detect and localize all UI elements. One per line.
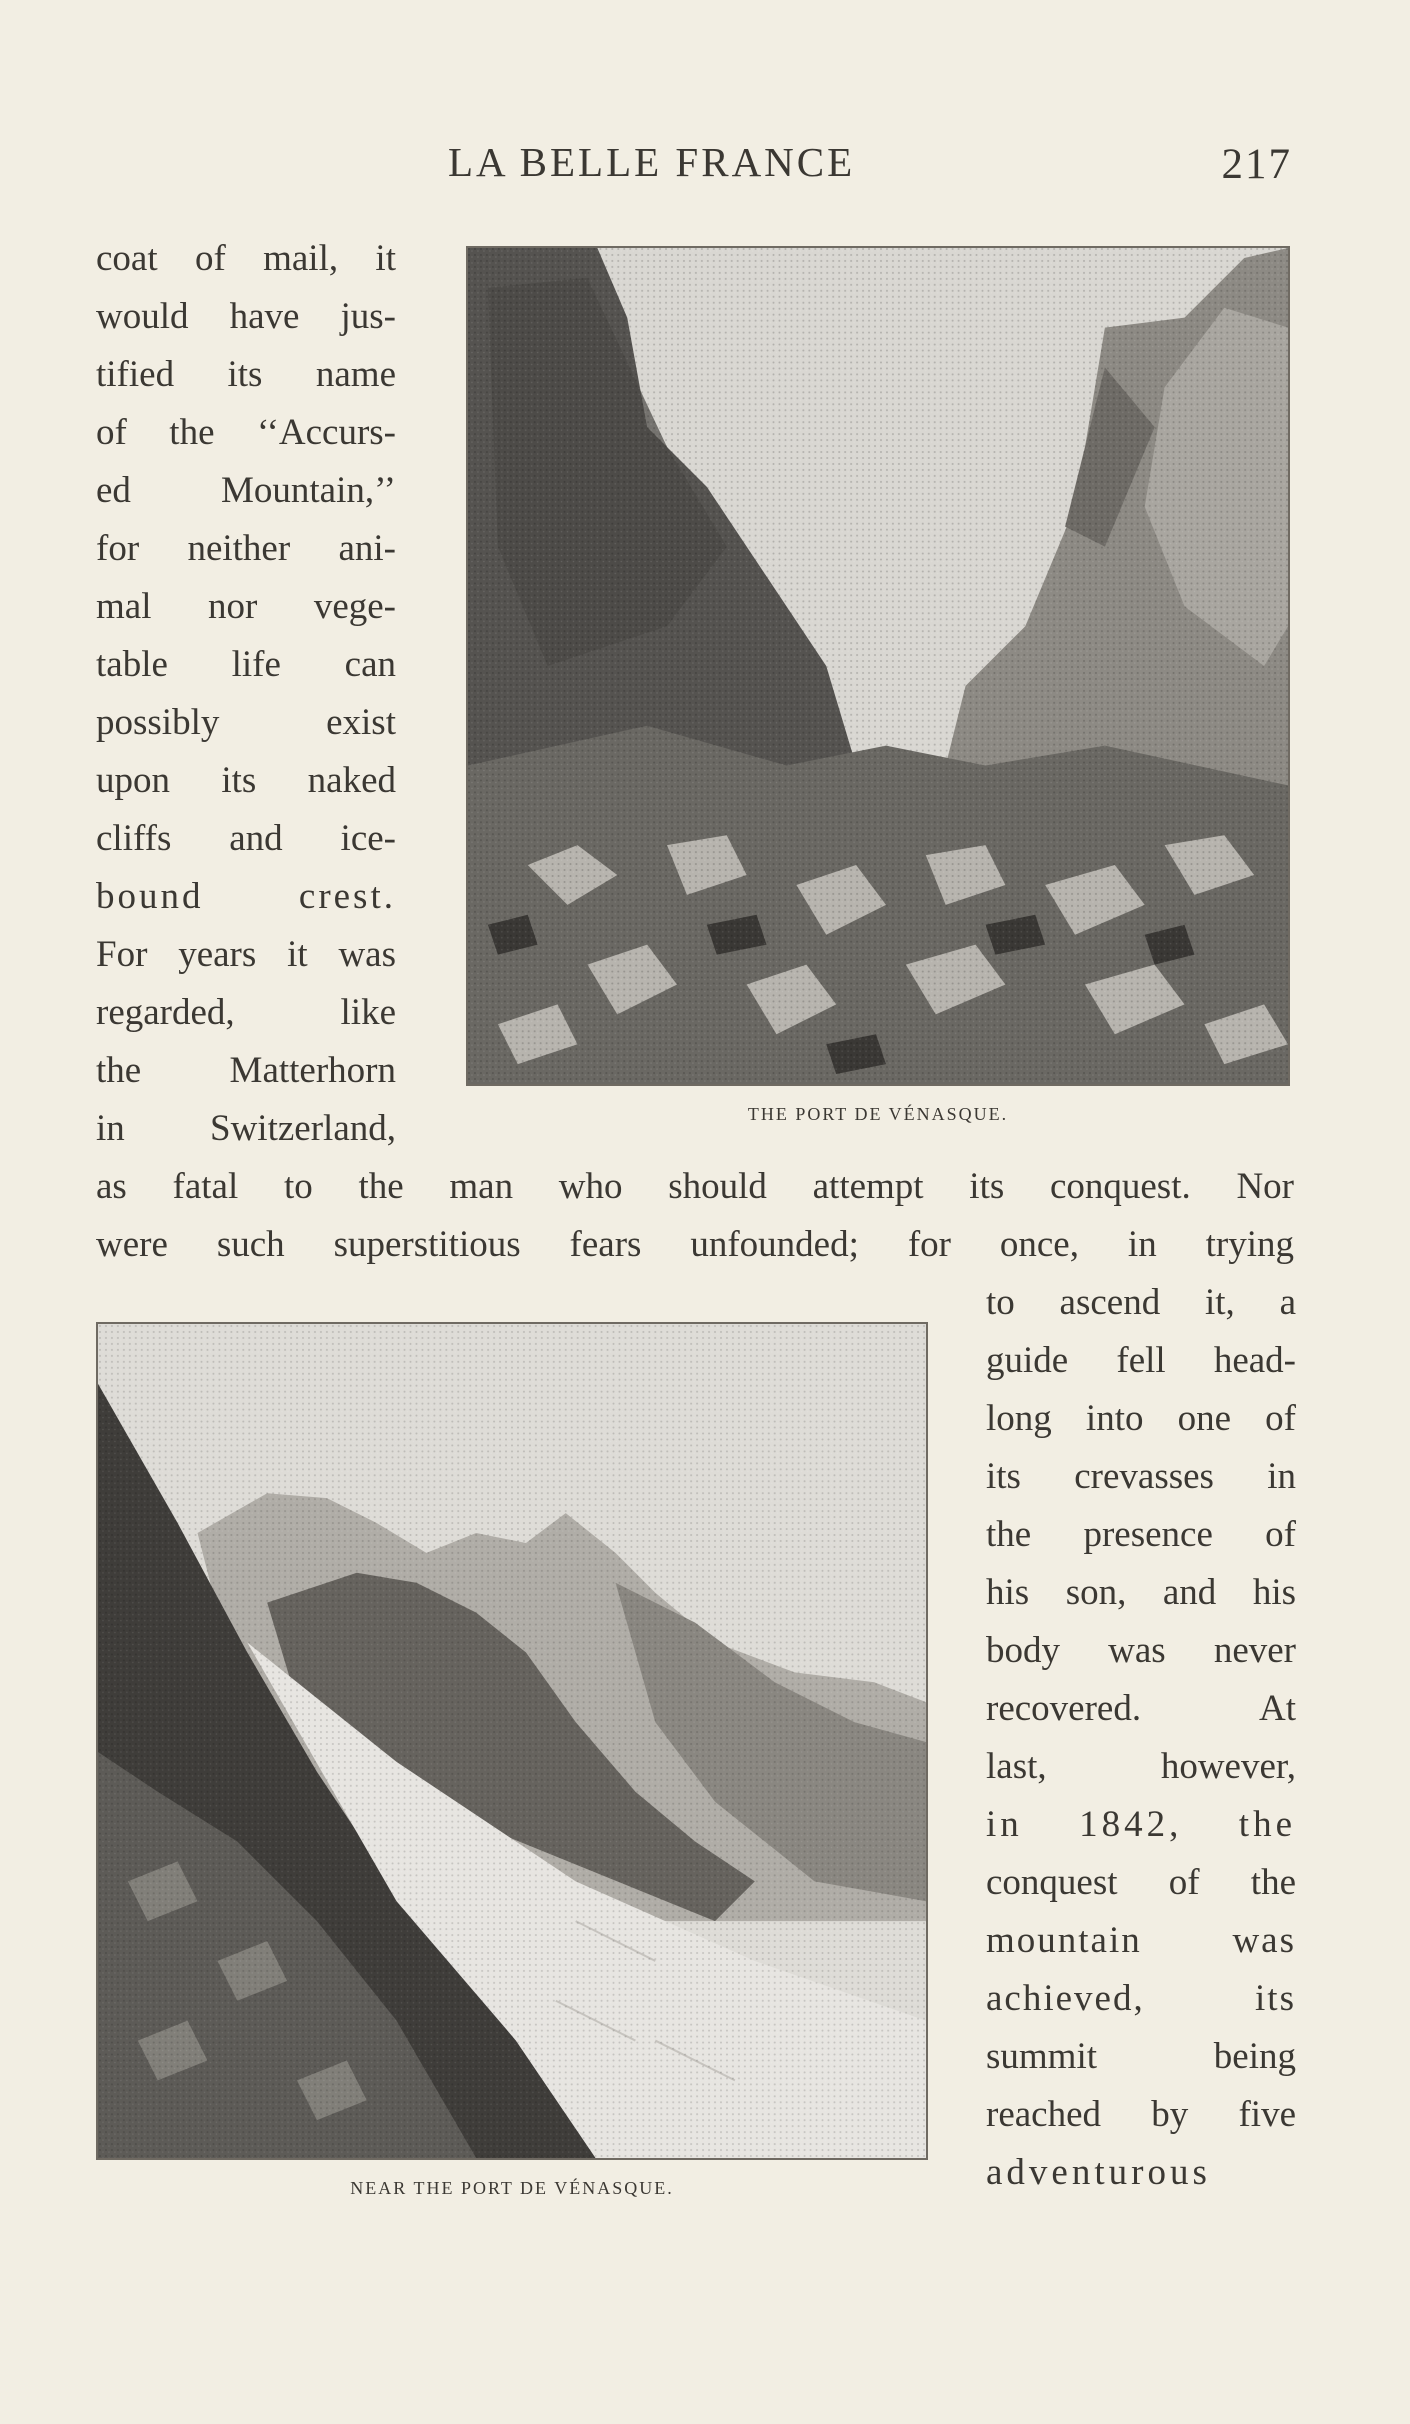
text-line: his son, and his (986, 1572, 1296, 1613)
text-line: the Matterhorn (96, 1050, 396, 1091)
photo-port-de-venasque (466, 246, 1290, 1086)
text-line: would have jus- (96, 296, 396, 337)
text-line: recovered. At (986, 1688, 1296, 1729)
caption-top-figure: THE PORT DE VÉNASQUE. (747, 1104, 1009, 1124)
text-line: its crevasses in (986, 1456, 1296, 1497)
text-line: possibly exist (96, 702, 396, 743)
text-line: regarded, like (96, 992, 396, 1033)
photo-near-port-de-venasque (96, 1322, 928, 2160)
text-line: For years it was (96, 934, 396, 975)
text-line: to ascend it, a (986, 1282, 1296, 1323)
rock-gorge-photo (468, 248, 1288, 1084)
text-line: ed Mountain,’’ (96, 470, 396, 511)
text-line: upon its naked (96, 760, 396, 801)
page-number: 217 (1221, 141, 1292, 188)
text-line: mal nor vege- (96, 586, 396, 627)
text-line: body was never (986, 1630, 1296, 1671)
caption-bottom-figure: NEAR THE PORT DE VÉNASQUE. (350, 2178, 674, 2198)
text-line: in Switzerland, (96, 1108, 396, 1149)
text-line: achieved, its (986, 1978, 1296, 2019)
text-line: cliffs and ice- (96, 818, 396, 859)
text-line: of the ‘‘Accurs- (96, 412, 396, 453)
text-line: mountain was (986, 1920, 1296, 1961)
text-line: reached by five (986, 2094, 1296, 2135)
text-line: last, however, (986, 1746, 1296, 1787)
text-line: long into one of (986, 1398, 1296, 1439)
text-line: coat of mail, it (96, 238, 396, 279)
text-line: for neither ani- (96, 528, 396, 569)
running-head (0, 138, 1410, 188)
text-line: bound crest. (96, 876, 396, 917)
text-line: the presence of (986, 1514, 1296, 1555)
text-line: guide fell head- (986, 1340, 1296, 1381)
text-line: as fatal to the man who should attempt its conquest. Nor (96, 1166, 1294, 1207)
text-line: table life can (96, 644, 396, 685)
mountain-glacier-photo (98, 1324, 926, 2158)
text-line: adventurous (986, 2152, 1211, 2193)
text-line: in 1842, the (986, 1804, 1296, 1845)
text-line: conquest of the (986, 1862, 1296, 1903)
text-line: were such superstitious fears unfounded; for once, in trying (96, 1224, 1294, 1265)
running-title: LA BELLE FRANCE (448, 139, 856, 185)
text-line: tified its name (96, 354, 396, 395)
text-line: summit being (986, 2036, 1296, 2077)
